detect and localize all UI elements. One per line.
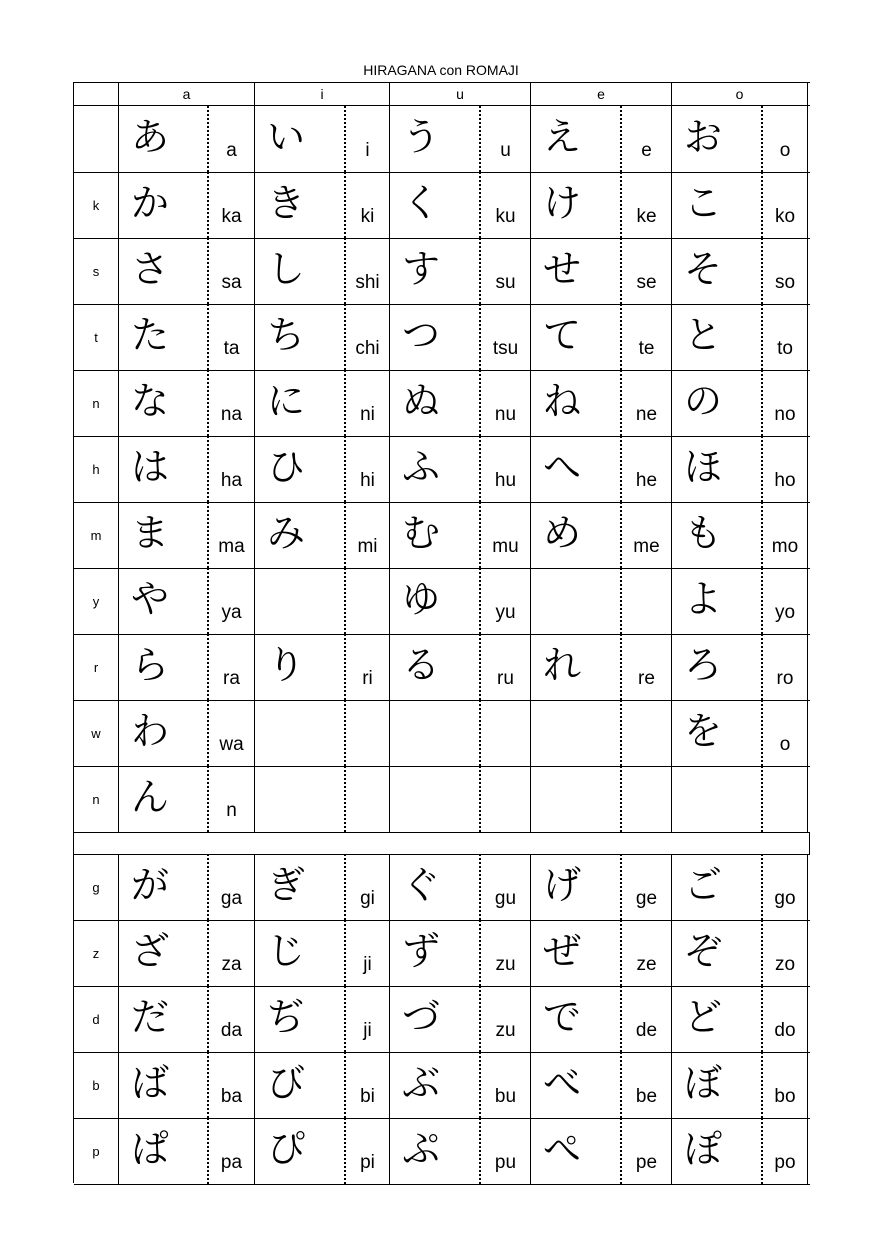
romaji-cell: a [209, 106, 255, 172]
romaji-cell: ba [209, 1052, 255, 1118]
romaji-cell: ru [481, 634, 531, 700]
page-title: HIRAGANA con ROMAJI [363, 62, 519, 78]
hiragana-cell: ぽ [672, 1118, 763, 1184]
hiragana-cell: れ [531, 634, 622, 700]
table-row [74, 172, 810, 239]
romaji-cell: se [622, 238, 672, 304]
hiragana-cell: く [390, 172, 481, 238]
column-header: e [531, 83, 672, 105]
table-row [74, 304, 810, 371]
hiragana-cell: ろ [672, 634, 763, 700]
hiragana-cell: ぬ [390, 370, 481, 436]
hiragana-cell: え [531, 106, 622, 172]
hiragana-cell: に [255, 370, 346, 436]
row-label: w [74, 700, 119, 766]
row-label: p [74, 1118, 119, 1184]
hiragana-cell [531, 568, 622, 634]
hiragana-table [73, 82, 810, 1183]
romaji-cell: hi [346, 436, 390, 502]
romaji-cell: gu [481, 854, 531, 920]
hiragana-cell: だ [119, 986, 209, 1052]
hiragana-cell: り [255, 634, 346, 700]
table-row [74, 370, 810, 437]
romaji-cell: ga [209, 854, 255, 920]
table-row [74, 436, 810, 503]
romaji-cell: shi [346, 238, 390, 304]
romaji-cell: ji [346, 986, 390, 1052]
romaji-cell [346, 766, 390, 832]
hiragana-cell: ぶ [390, 1052, 481, 1118]
romaji-cell: za [209, 920, 255, 986]
hiragana-cell: る [390, 634, 481, 700]
hiragana-cell: げ [531, 854, 622, 920]
hiragana-cell: つ [390, 304, 481, 370]
romaji-cell: go [763, 854, 808, 920]
romaji-cell: o [763, 106, 808, 172]
romaji-cell: ri [346, 634, 390, 700]
romaji-cell: ro [763, 634, 808, 700]
table-row [74, 854, 810, 921]
romaji-cell: zo [763, 920, 808, 986]
romaji-cell: yo [763, 568, 808, 634]
romaji-cell: ya [209, 568, 255, 634]
hiragana-cell: ね [531, 370, 622, 436]
romaji-cell: yu [481, 568, 531, 634]
romaji-cell: be [622, 1052, 672, 1118]
romaji-cell: ki [346, 172, 390, 238]
hiragana-cell: ぱ [119, 1118, 209, 1184]
table-row [74, 1118, 810, 1185]
romaji-cell: pe [622, 1118, 672, 1184]
row-label: y [74, 568, 119, 634]
hiragana-cell: さ [119, 238, 209, 304]
hiragana-cell: ぷ [390, 1118, 481, 1184]
hiragana-cell: ぐ [390, 854, 481, 920]
table-row [74, 986, 810, 1053]
romaji-cell: su [481, 238, 531, 304]
hiragana-cell: ま [119, 502, 209, 568]
hiragana-cell: ば [119, 1052, 209, 1118]
romaji-cell [622, 568, 672, 634]
hiragana-cell [390, 766, 481, 832]
hiragana-cell: す [390, 238, 481, 304]
row-label [74, 106, 119, 172]
romaji-cell: he [622, 436, 672, 502]
row-label: n [74, 370, 119, 436]
romaji-cell: wa [209, 700, 255, 766]
romaji-cell: hu [481, 436, 531, 502]
column-header: i [255, 83, 390, 105]
hiragana-cell: ひ [255, 436, 346, 502]
hiragana-cell: し [255, 238, 346, 304]
romaji-cell: mu [481, 502, 531, 568]
hiragana-cell: ほ [672, 436, 763, 502]
table-row [74, 502, 810, 569]
romaji-cell: ta [209, 304, 255, 370]
row-label: d [74, 986, 119, 1052]
hiragana-cell: ぺ [531, 1118, 622, 1184]
hiragana-cell: ぢ [255, 986, 346, 1052]
hiragana-cell: ぎ [255, 854, 346, 920]
romaji-cell: n [209, 766, 255, 832]
romaji-cell: te [622, 304, 672, 370]
hiragana-cell: こ [672, 172, 763, 238]
column-header: o [672, 83, 808, 105]
row-label: b [74, 1052, 119, 1118]
table-row [74, 700, 810, 767]
romaji-cell: no [763, 370, 808, 436]
table-row [74, 238, 810, 305]
romaji-cell [763, 766, 808, 832]
romaji-cell: i [346, 106, 390, 172]
romaji-cell: mi [346, 502, 390, 568]
romaji-cell: e [622, 106, 672, 172]
hiragana-cell: ど [672, 986, 763, 1052]
hiragana-cell: な [119, 370, 209, 436]
hiragana-cell: へ [531, 436, 622, 502]
romaji-cell: bu [481, 1052, 531, 1118]
romaji-cell: tsu [481, 304, 531, 370]
hiragana-cell: は [119, 436, 209, 502]
hiragana-cell: ざ [119, 920, 209, 986]
hiragana-cell: ぼ [672, 1052, 763, 1118]
hiragana-cell [531, 766, 622, 832]
row-label: k [74, 172, 119, 238]
row-label: m [74, 502, 119, 568]
hiragana-cell: む [390, 502, 481, 568]
table-row [74, 1052, 810, 1119]
hiragana-cell: う [390, 106, 481, 172]
hiragana-cell: の [672, 370, 763, 436]
hiragana-cell: ら [119, 634, 209, 700]
hiragana-cell [255, 766, 346, 832]
hiragana-cell: よ [672, 568, 763, 634]
romaji-cell: bo [763, 1052, 808, 1118]
romaji-cell: ka [209, 172, 255, 238]
hiragana-cell: め [531, 502, 622, 568]
romaji-cell: u [481, 106, 531, 172]
table-row [74, 634, 810, 701]
romaji-cell: re [622, 634, 672, 700]
romaji-cell: ne [622, 370, 672, 436]
row-label: g [74, 854, 119, 920]
romaji-cell: zu [481, 986, 531, 1052]
header-corner [74, 83, 119, 105]
romaji-cell: ke [622, 172, 672, 238]
hiragana-cell [672, 766, 763, 832]
romaji-cell: ko [763, 172, 808, 238]
hiragana-cell: き [255, 172, 346, 238]
romaji-cell: chi [346, 304, 390, 370]
romaji-cell [481, 700, 531, 766]
romaji-cell: ha [209, 436, 255, 502]
romaji-cell: zu [481, 920, 531, 986]
hiragana-cell: お [672, 106, 763, 172]
hiragana-cell: み [255, 502, 346, 568]
hiragana-cell: た [119, 304, 209, 370]
romaji-cell: ge [622, 854, 672, 920]
hiragana-cell: ぞ [672, 920, 763, 986]
hiragana-cell: か [119, 172, 209, 238]
table-row [74, 766, 810, 833]
hiragana-cell: せ [531, 238, 622, 304]
row-label: z [74, 920, 119, 986]
hiragana-cell: わ [119, 700, 209, 766]
hiragana-cell: け [531, 172, 622, 238]
table-row [74, 568, 810, 635]
romaji-cell: o [763, 700, 808, 766]
romaji-cell: bi [346, 1052, 390, 1118]
hiragana-cell: い [255, 106, 346, 172]
romaji-cell: pu [481, 1118, 531, 1184]
table-row [74, 920, 810, 987]
hiragana-cell [255, 700, 346, 766]
romaji-cell: to [763, 304, 808, 370]
romaji-cell [346, 568, 390, 634]
hiragana-cell: や [119, 568, 209, 634]
romaji-cell: ra [209, 634, 255, 700]
romaji-cell [481, 766, 531, 832]
romaji-cell: nu [481, 370, 531, 436]
column-header: a [119, 83, 255, 105]
romaji-cell: ze [622, 920, 672, 986]
romaji-cell: pi [346, 1118, 390, 1184]
hiragana-cell: ち [255, 304, 346, 370]
romaji-cell: sa [209, 238, 255, 304]
romaji-cell [346, 700, 390, 766]
hiragana-cell: ん [119, 766, 209, 832]
hiragana-cell: ふ [390, 436, 481, 502]
hiragana-cell: ぴ [255, 1118, 346, 1184]
row-label: t [74, 304, 119, 370]
romaji-cell [622, 700, 672, 766]
hiragana-cell: と [672, 304, 763, 370]
hiragana-cell: び [255, 1052, 346, 1118]
hiragana-cell [390, 700, 481, 766]
hiragana-cell: を [672, 700, 763, 766]
hiragana-cell: づ [390, 986, 481, 1052]
romaji-cell: me [622, 502, 672, 568]
hiragana-cell: あ [119, 106, 209, 172]
romaji-cell: mo [763, 502, 808, 568]
hiragana-cell: で [531, 986, 622, 1052]
row-label: r [74, 634, 119, 700]
romaji-cell: ma [209, 502, 255, 568]
hiragana-cell: が [119, 854, 209, 920]
hiragana-cell: じ [255, 920, 346, 986]
romaji-cell [622, 766, 672, 832]
hiragana-cell: て [531, 304, 622, 370]
romaji-cell: ji [346, 920, 390, 986]
hiragana-cell: ご [672, 854, 763, 920]
romaji-cell: ku [481, 172, 531, 238]
romaji-cell: pa [209, 1118, 255, 1184]
romaji-cell: so [763, 238, 808, 304]
hiragana-cell: ぜ [531, 920, 622, 986]
hiragana-cell: も [672, 502, 763, 568]
row-label: h [74, 436, 119, 502]
table-row [74, 106, 810, 173]
romaji-cell: ni [346, 370, 390, 436]
header-row [74, 83, 810, 106]
hiragana-cell [531, 700, 622, 766]
romaji-cell: de [622, 986, 672, 1052]
hiragana-cell: ず [390, 920, 481, 986]
separator-row [74, 833, 810, 855]
romaji-cell: da [209, 986, 255, 1052]
romaji-cell: do [763, 986, 808, 1052]
hiragana-cell: ゆ [390, 568, 481, 634]
romaji-cell: ho [763, 436, 808, 502]
row-label: n [74, 766, 119, 832]
romaji-cell: na [209, 370, 255, 436]
hiragana-cell: べ [531, 1052, 622, 1118]
row-label: s [74, 238, 119, 304]
romaji-cell: gi [346, 854, 390, 920]
column-header: u [390, 83, 531, 105]
romaji-cell: po [763, 1118, 808, 1184]
hiragana-cell [255, 568, 346, 634]
hiragana-cell: そ [672, 238, 763, 304]
